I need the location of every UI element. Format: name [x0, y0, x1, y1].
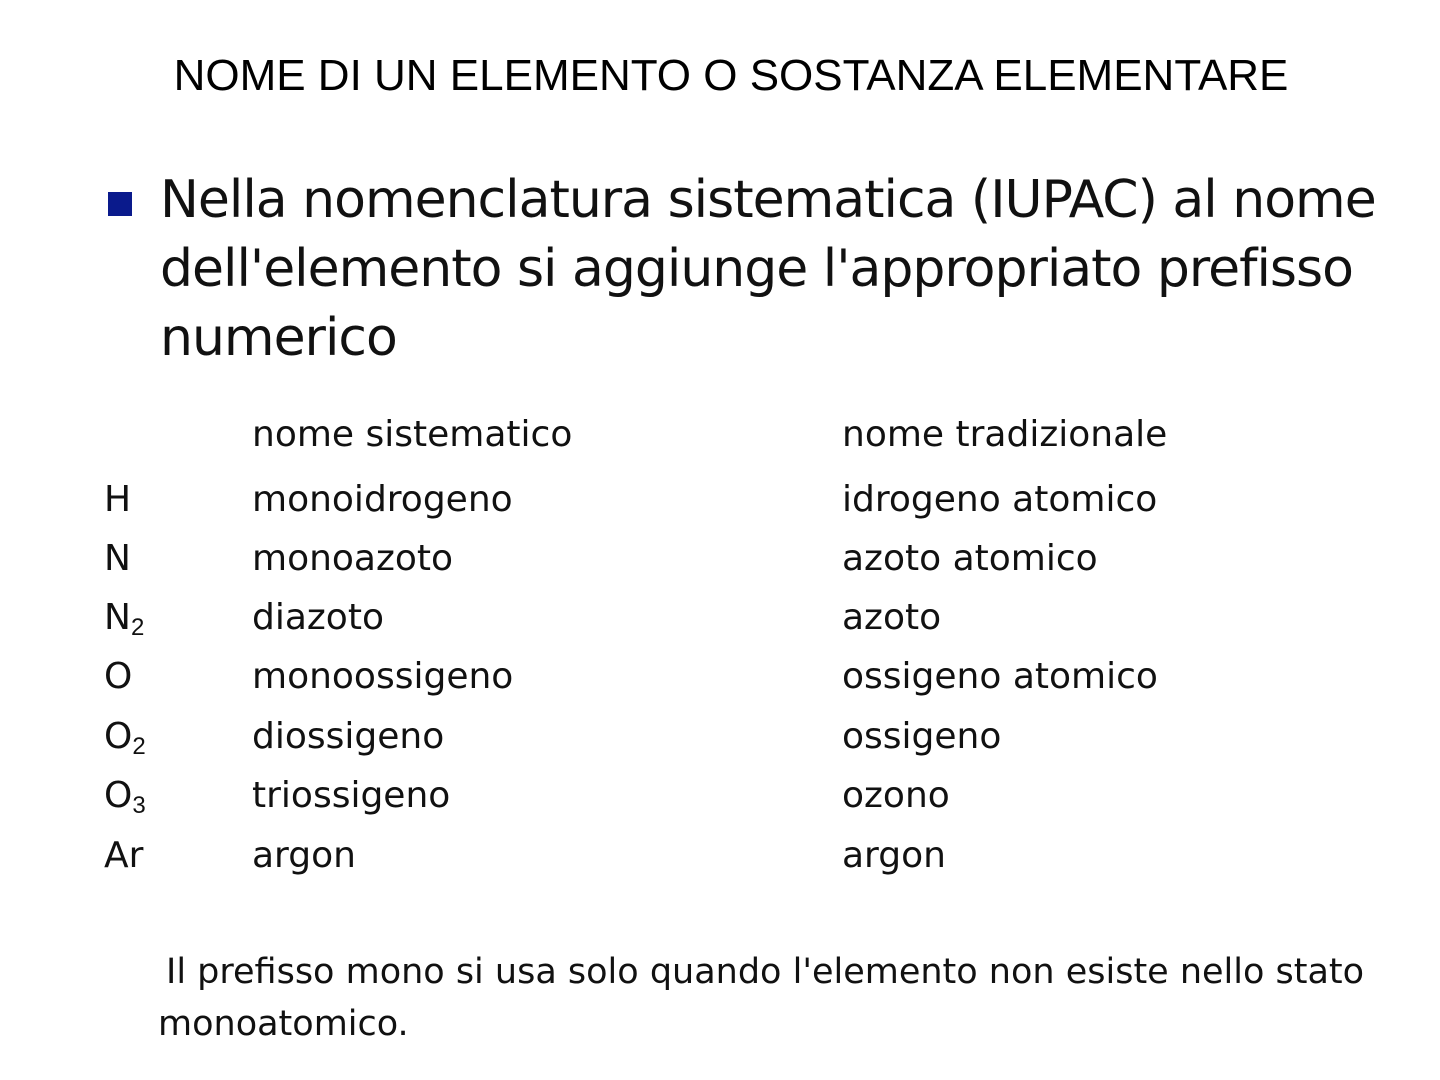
bullet-text: Nella nomenclatura sistematica (IUPAC) al nome dell'elemento si aggiunge l'appropriato prefisso numerico	[160, 170, 1376, 368]
traditional-name: argon	[842, 835, 946, 876]
slide-title: NOME DI UN ELEMENTO O SOSTANZA ELEMENTARE	[173, 51, 1289, 100]
element-symbol: $N_2$	[104, 597, 145, 641]
table-row	[104, 707, 1304, 767]
systematic-name: diossigeno	[252, 716, 445, 757]
table-row	[104, 647, 1304, 707]
element-symbol: N	[104, 538, 131, 579]
traditional-name: azoto	[842, 597, 942, 638]
systematic-name: monoidrogeno	[252, 479, 513, 520]
header-traditional: nome tradizionale	[842, 414, 1168, 455]
element-symbol: O	[104, 656, 133, 697]
systematic-name: monoazoto	[252, 538, 454, 579]
table-row	[104, 529, 1304, 589]
element-symbol: $O_2$	[104, 716, 146, 760]
element-symbol: $O_3$	[104, 775, 146, 819]
element-symbol: H	[104, 479, 132, 520]
systematic-name: argon	[252, 835, 356, 876]
traditional-name: ossigeno atomico	[842, 656, 1158, 697]
table-row	[104, 470, 1304, 530]
traditional-name: idrogeno atomico	[842, 479, 1158, 520]
systematic-name: monoossigeno	[252, 656, 514, 697]
header-systematic: nome sistematico	[252, 414, 573, 455]
systematic-name: triossigeno	[252, 775, 451, 816]
table-row	[104, 766, 1304, 826]
traditional-name: ossigeno	[842, 716, 1002, 757]
element-symbol: Ar	[104, 835, 144, 876]
footnote: Il prefisso mono si usa solo quando l'elemento non esiste nello stato monoatomico.	[158, 952, 1365, 1044]
table-header	[104, 408, 1304, 462]
traditional-name: ozono	[842, 775, 950, 816]
traditional-name: azoto atomico	[842, 538, 1098, 579]
square-bullet-icon	[108, 192, 132, 216]
table-row	[104, 588, 1304, 648]
systematic-name: diazoto	[252, 597, 384, 638]
table-row	[104, 826, 1304, 886]
